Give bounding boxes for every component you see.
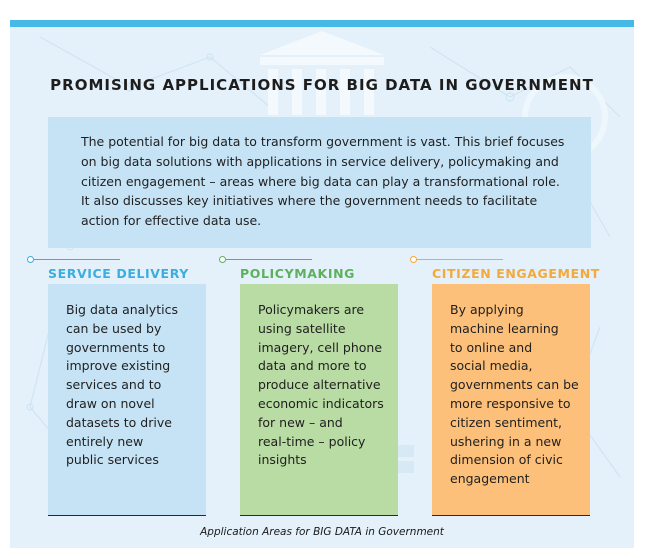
intro-text: [81, 132, 571, 231]
service-delivery-title: SERVICE DELIVERY: [48, 266, 189, 281]
text-line: for new – and: [258, 414, 343, 430]
intro-line: The potential for big data to transform government is vast. This brief focuses: [81, 134, 565, 149]
text-line: data and more to: [258, 358, 367, 374]
text-line: engagement: [450, 471, 530, 487]
intro-line: action for effective data use.: [81, 213, 262, 229]
service-delivery-connector: [34, 259, 120, 260]
figure-caption: Application Areas for BIG DATA in Government: [200, 526, 444, 538]
policymaking-underline: [240, 515, 398, 516]
service-delivery-underline: [48, 515, 206, 516]
text-line: machine learning: [450, 320, 559, 336]
service-delivery-text: [66, 301, 196, 470]
text-line: datasets to drive: [66, 414, 172, 430]
text-line: Policymakers are: [258, 302, 365, 317]
text-line: insights: [258, 452, 307, 468]
text-line: public services: [66, 452, 159, 468]
policymaking-dot: [219, 256, 226, 263]
text-line: economic indicators: [258, 395, 384, 411]
intro-line: citizen engagement – areas where big data can play a transformational role.: [81, 173, 560, 189]
text-line: By applying: [450, 302, 524, 317]
intro-line: on big data solutions with applications in service delivery, policymaking and: [81, 153, 559, 169]
text-line: draw on novel: [66, 395, 155, 411]
citizen-engagement-title: CITIZEN ENGAGEMENT: [432, 266, 600, 281]
text-line: social media,: [450, 358, 533, 374]
policymaking-text: [258, 301, 388, 470]
text-line: governments can be: [450, 377, 579, 393]
text-line: improve existing: [66, 358, 171, 374]
text-line: services and to: [66, 377, 162, 393]
text-line: more responsive to: [450, 395, 571, 411]
citizen-engagement-connector: [417, 259, 503, 260]
text-line: governments to: [66, 339, 166, 355]
text-line: dimension of civic: [450, 452, 563, 468]
text-line: real-time – policy: [258, 433, 366, 449]
text-line: ushering in a new: [450, 433, 562, 449]
citizen-engagement-underline: [432, 515, 590, 516]
service-delivery-dot: [27, 256, 34, 263]
policymaking-connector: [226, 259, 312, 260]
intro-line: It also discusses key initiatives where the government needs to facilitate: [81, 193, 538, 209]
government-building-icon: [260, 31, 384, 115]
citizen-engagement-text: [450, 301, 586, 489]
top-accent-bar: [10, 20, 634, 27]
text-line: using satellite: [258, 320, 346, 336]
text-line: Big data analytics: [66, 302, 178, 317]
main-title: PROMISING APPLICATIONS FOR BIG DATA IN GOVERNMENT: [50, 76, 594, 94]
text-line: can be used by: [66, 320, 162, 336]
text-line: entirely new: [66, 433, 144, 449]
text-line: produce alternative: [258, 377, 381, 393]
text-line: citizen sentiment,: [450, 414, 563, 430]
text-line: imagery, cell phone: [258, 339, 383, 355]
text-line: to online and: [450, 339, 533, 355]
policymaking-title: POLICYMAKING: [240, 266, 356, 281]
citizen-engagement-dot: [410, 256, 417, 263]
